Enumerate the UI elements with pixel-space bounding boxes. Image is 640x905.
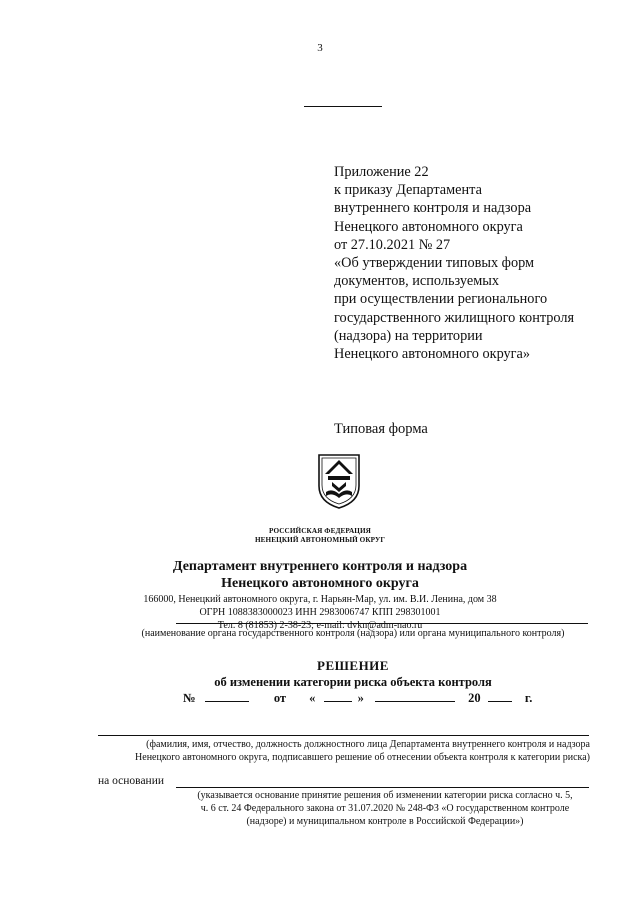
appendix-line: документов, используемых <box>334 273 499 290</box>
official-caption <box>98 738 590 764</box>
contacts-line: Тел. 8 (81853) 2-38-23; e-mail: dvkn@adm-nao.ru <box>217 620 423 631</box>
organ-caption: (наименование органа государственного контроля (надзора) или органа муниципального контроля) <box>141 628 565 639</box>
appendix-line: Ненецкого автономного округа <box>334 218 523 235</box>
department-line: Департамент внутреннего контроля и надзора <box>172 559 468 574</box>
appendix-line: Приложение 22 <box>334 164 429 180</box>
federation-name: РОССИЙСКАЯ ФЕДЕРАЦИЯ <box>269 527 371 535</box>
year-blank <box>488 689 512 702</box>
basis-caption-line: (надзоре) и муниципальном контроле в Российской Федерации») <box>246 816 524 827</box>
okrug-name: НЕНЕЦКИЙ АВТОНОМНЫЙ ОКРУГ <box>254 536 386 544</box>
number-blank <box>205 689 249 702</box>
year-suffix: г. <box>524 691 533 705</box>
appendix-line: внутреннего контроля и надзора <box>334 200 532 217</box>
official-caption-line: (фамилия, имя, отчество, должность должностного лица Департамента внутреннего контроля и надзора <box>146 739 590 750</box>
appendix-line: к приказу Департамента <box>334 182 482 199</box>
coat-of-arms-emblem <box>316 452 362 510</box>
basis-caption-line: (указывается основание принятие решения об изменении категории риска согласно ч. 5, <box>197 790 573 801</box>
appendix-block <box>334 163 574 363</box>
decision-title: РЕШЕНИЕ <box>317 658 389 673</box>
decision-number-date-line <box>183 689 532 706</box>
organ-name-line <box>176 623 588 624</box>
number-label: № <box>183 691 196 705</box>
appendix-line: Ненецкого автономного округа» <box>334 346 531 363</box>
appendix-line: от 27.10.2021 № 27 <box>334 236 451 253</box>
federation-header <box>0 527 640 545</box>
form-type-label: Типовая форма <box>334 421 428 437</box>
separator-line <box>304 106 382 107</box>
from-label: от <box>273 691 287 705</box>
appendix-line: «Об утверждении типовых форм <box>334 255 535 272</box>
address-line: 166000, Ненецкий автономного округа, г. Нарьян-Мар, ул. им. В.И. Ленина, дом 38 <box>143 594 497 605</box>
basis-caption-line: ч. 6 ст. 24 Федерального закона от 31.07.2020 № 248-ФЗ «О государственном контроле <box>200 803 570 814</box>
page-number: 3 <box>317 42 323 54</box>
month-blank <box>375 689 455 702</box>
close-quote: » <box>357 691 364 705</box>
open-quote: « <box>309 691 316 705</box>
department-name <box>0 558 640 592</box>
decision-subtitle: об изменении категории риска объекта контроля <box>214 675 492 689</box>
department-line: Ненецкого автономного округа <box>221 576 419 591</box>
basis-label: на основании <box>98 775 165 787</box>
official-name-line <box>98 735 589 736</box>
official-caption-line: Ненецкого автономного округа, подписавшего решение об отнесении объекта контроля к категории риска) <box>135 752 590 763</box>
year-prefix: 20 <box>468 691 481 705</box>
appendix-line: при осуществлении регионального <box>334 291 548 308</box>
department-requisites <box>0 593 640 632</box>
basis-caption <box>170 789 600 828</box>
appendix-line: (надзора) на территории <box>334 327 483 344</box>
basis-line <box>176 787 589 788</box>
appendix-line: государственного жилищного контроля <box>334 309 575 326</box>
day-blank <box>324 689 352 702</box>
ogrn-line: ОГРН 1088383000023 ИНН 2983006747 КПП 298301001 <box>199 607 441 618</box>
